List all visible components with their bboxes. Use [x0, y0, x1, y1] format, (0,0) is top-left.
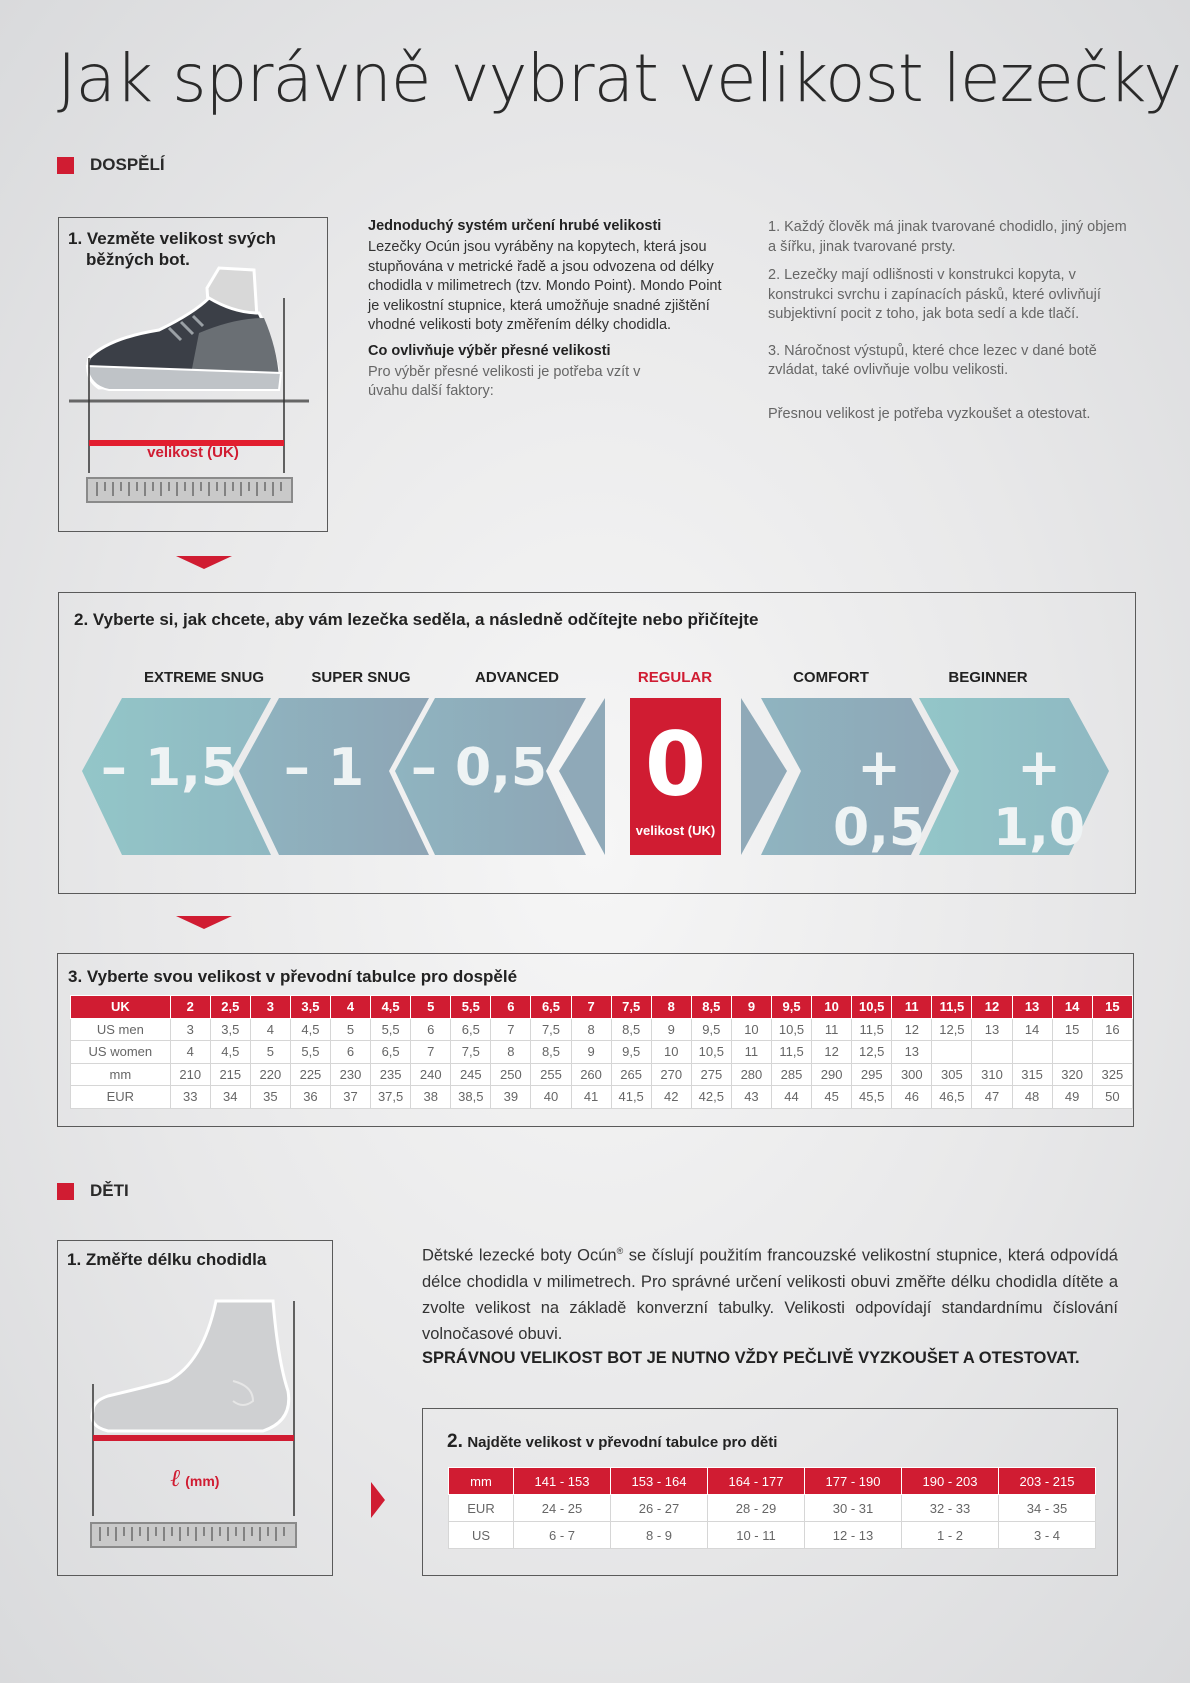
fit-value-comfort: + 0,5	[832, 738, 926, 858]
table-cell: 305	[932, 1063, 972, 1086]
table-cell: 10,5	[852, 996, 892, 1019]
table-cell: 8	[651, 996, 691, 1019]
adult-size-table	[70, 995, 1133, 1109]
table-cell: 9,5	[611, 1041, 651, 1064]
table-cell: 50	[1092, 1086, 1132, 1109]
table-cell: 275	[691, 1063, 731, 1086]
table-cell: 32 - 33	[902, 1495, 999, 1522]
factor-conclusion: Přesnou velikost je potřeba vyzkoušet a otestovat.	[768, 405, 1091, 422]
table-cell	[972, 1041, 1012, 1064]
kids-warning: SPRÁVNOU VELIKOST BOT JE NUTNO VŽDY PEČLIVĚ VYZKOUŠET A OTESTOVAT.	[422, 1348, 1080, 1367]
kids-description-text	[422, 1238, 1118, 1347]
table-cell: 210	[170, 1063, 210, 1086]
table-cell: 3 - 4	[999, 1522, 1096, 1549]
table-cell: 10 - 11	[708, 1522, 805, 1549]
adult-table-row-0	[71, 996, 1133, 1019]
table-cell: 5	[330, 1018, 370, 1041]
table-cell: 37,5	[371, 1086, 411, 1109]
fit-label-beginner: BEGINNER	[948, 669, 1028, 686]
table-cell: 8	[491, 1041, 531, 1064]
table-cell: 7,5	[451, 1041, 491, 1064]
step2-title: 2. Vyberte si, jak chcete, aby vám lezečka seděla, a následně odčítejte nebo přičítejte	[74, 610, 759, 629]
table-cell: 11,5	[852, 1018, 892, 1041]
table-cell: 310	[972, 1063, 1012, 1086]
table-cell: 7	[411, 1041, 451, 1064]
kids-step2-table-box	[422, 1408, 1118, 1576]
table-cell: 40	[531, 1086, 571, 1109]
table-cell: 6 - 7	[514, 1522, 611, 1549]
row-label: UK	[71, 996, 171, 1019]
table-cell: 38,5	[451, 1086, 491, 1109]
table-cell: 250	[491, 1063, 531, 1086]
table-cell: 45	[812, 1086, 852, 1109]
table-cell: 240	[411, 1063, 451, 1086]
table-cell: 7,5	[611, 996, 651, 1019]
table-cell: 11	[812, 1018, 852, 1041]
table-cell: 5,5	[371, 1018, 411, 1041]
table-cell: 10	[812, 996, 852, 1019]
table-cell: 190 - 203	[902, 1468, 999, 1495]
table-cell: 11,5	[771, 1041, 811, 1064]
table-cell: 1 - 2	[902, 1522, 999, 1549]
table-cell: 7	[571, 996, 611, 1019]
kids-step2-number: 2.	[447, 1431, 463, 1452]
table-cell: 16	[1092, 1018, 1132, 1041]
row-label: US women	[71, 1041, 171, 1064]
kids-step1-measure-box	[57, 1240, 333, 1576]
table-cell: 260	[571, 1063, 611, 1086]
row-label: US men	[71, 1018, 171, 1041]
section-heading-adults	[57, 155, 165, 175]
table-cell: 215	[210, 1063, 250, 1086]
table-cell: 46,5	[932, 1086, 972, 1109]
table-cell: 4,5	[210, 1041, 250, 1064]
kids-step2-title-text: Najděte velikost v převodní tabulce pro děti	[467, 1434, 778, 1451]
fit-value-beginner: + 1,0	[992, 738, 1086, 858]
climbing-shoe-icon	[69, 258, 319, 528]
kids-table-row-0	[449, 1468, 1096, 1495]
table-cell: 45,5	[852, 1086, 892, 1109]
factors-column	[768, 218, 1138, 424]
step2-fit-box	[58, 592, 1136, 894]
info-paragraph-factors-intro: Pro výběr přesné velikosti je potřeba vzít v úvahu další faktory:	[368, 363, 641, 399]
table-cell: 203 - 215	[999, 1468, 1096, 1495]
section-heading-label: DOSPĚLÍ	[90, 155, 165, 174]
info-heading-rough-size: Jednoduchý systém určení hrubé velikosti	[368, 218, 662, 234]
table-cell: 3,5	[290, 996, 330, 1019]
adult-table-row-3	[71, 1063, 1133, 1086]
table-cell	[1092, 1041, 1132, 1064]
fit-value-regular: 0	[644, 713, 707, 816]
table-cell: 177 - 190	[805, 1468, 902, 1495]
info-column	[368, 218, 733, 402]
table-cell: 164 - 177	[708, 1468, 805, 1495]
step1-title-line2: běžných bot.	[86, 250, 190, 269]
table-cell: 8 - 9	[611, 1522, 708, 1549]
table-cell: 34	[210, 1086, 250, 1109]
table-cell: 225	[290, 1063, 330, 1086]
table-cell: 4	[330, 996, 370, 1019]
table-cell: 320	[1052, 1063, 1092, 1086]
table-cell	[932, 1041, 972, 1064]
table-cell: 245	[451, 1063, 491, 1086]
table-cell: 12	[892, 1018, 932, 1041]
table-cell: 43	[731, 1086, 771, 1109]
table-cell: 4	[170, 1041, 210, 1064]
table-cell: 24 - 25	[514, 1495, 611, 1522]
info-paragraph-mondo-point: Lezečky Ocún jsou vyráběny na kopytech, která jsou stupňována v metrické řadě a jsou odvozena od délky chodidla v milimetrech (tzv. Mondo Point). Mondo Point je velikostní stupnice, která umožňuje snadné zjištění vhodné velikosti boty změřením délky chodidla.	[368, 239, 722, 333]
table-cell: 10,5	[771, 1018, 811, 1041]
table-cell: 8,5	[691, 996, 731, 1019]
table-cell: 39	[491, 1086, 531, 1109]
table-cell: 265	[611, 1063, 651, 1086]
table-cell: 153 - 164	[611, 1468, 708, 1495]
adult-table-row-2	[71, 1041, 1133, 1064]
table-cell: 6,5	[371, 1041, 411, 1064]
info-heading-exact-size: Co ovlivňuje výběr přesné velikosti	[368, 342, 611, 359]
table-cell: 285	[771, 1063, 811, 1086]
table-cell: 9,5	[771, 996, 811, 1019]
foot-length-label	[58, 1463, 332, 1493]
table-cell: 35	[250, 1086, 290, 1109]
table-cell: 49	[1052, 1086, 1092, 1109]
fit-label-super-snug: SUPER SNUG	[311, 669, 411, 686]
table-cell: 2,5	[210, 996, 250, 1019]
table-cell: 8,5	[531, 1041, 571, 1064]
table-cell: 5,5	[451, 996, 491, 1019]
table-cell: 8,5	[611, 1018, 651, 1041]
table-cell: 34 - 35	[999, 1495, 1096, 1522]
table-cell: 3	[170, 1018, 210, 1041]
factor-3: 3. Náročnost výstupů, které chce lezec v dané botě zvládat, také ovlivňuje volbu velikosti.	[768, 342, 1097, 378]
table-cell: 30 - 31	[805, 1495, 902, 1522]
page-title: Jak správně vybrat velikost lezečky	[57, 40, 1182, 117]
fit-label-regular: REGULAR	[637, 669, 713, 686]
fit-label-comfort: COMFORT	[793, 669, 869, 686]
table-cell: 2	[170, 996, 210, 1019]
fit-label-advanced: ADVANCED	[475, 669, 559, 686]
factor-1: 1. Každý člověk má jinak tvarované chodidlo, jiný objem a šířku, jinak tvarované prsty.	[768, 219, 1127, 255]
triangle-right-icon	[371, 1482, 385, 1518]
length-symbol: ℓ	[170, 1463, 181, 1492]
table-cell: 230	[330, 1063, 370, 1086]
row-label: US	[449, 1522, 514, 1549]
table-cell: 26 - 27	[611, 1495, 708, 1522]
table-cell: 11	[892, 996, 932, 1019]
table-cell: 220	[250, 1063, 290, 1086]
table-cell: 36	[290, 1086, 330, 1109]
table-cell: 15	[1092, 996, 1132, 1019]
table-cell: 38	[411, 1086, 451, 1109]
table-cell: 290	[812, 1063, 852, 1086]
table-cell: 315	[1012, 1063, 1052, 1086]
table-cell: 4,5	[290, 1018, 330, 1041]
table-cell: 11	[731, 1041, 771, 1064]
table-cell: 12,5	[852, 1041, 892, 1064]
kids-size-table	[448, 1467, 1096, 1549]
registered-mark: ®	[616, 1246, 624, 1256]
table-cell: 7	[491, 1018, 531, 1041]
table-cell: 42,5	[691, 1086, 731, 1109]
table-cell: 325	[1092, 1063, 1132, 1086]
table-cell: 270	[651, 1063, 691, 1086]
table-cell: 3,5	[210, 1018, 250, 1041]
table-cell: 6	[411, 1018, 451, 1041]
kids-description	[422, 1238, 1118, 1368]
chevron-down-icon	[176, 916, 232, 929]
table-cell: 41,5	[611, 1086, 651, 1109]
table-cell: 10,5	[691, 1041, 731, 1064]
table-cell: 7,5	[531, 1018, 571, 1041]
row-label: EUR	[449, 1495, 514, 1522]
step1-measure-box	[58, 217, 328, 532]
table-cell: 4	[250, 1018, 290, 1041]
table-cell: 28 - 29	[708, 1495, 805, 1522]
table-cell: 235	[371, 1063, 411, 1086]
table-cell: 47	[972, 1086, 1012, 1109]
table-cell: 280	[731, 1063, 771, 1086]
fit-value-advanced: – 0,5	[410, 738, 548, 798]
table-cell: 37	[330, 1086, 370, 1109]
table-cell: 4,5	[371, 996, 411, 1019]
section-marker	[57, 157, 74, 174]
table-cell: 12 - 13	[805, 1522, 902, 1549]
table-cell: 9	[571, 1041, 611, 1064]
row-label: mm	[71, 1063, 171, 1086]
table-cell: 15	[1052, 1018, 1092, 1041]
section-heading-kids	[57, 1181, 129, 1201]
table-cell: 48	[1012, 1086, 1052, 1109]
chevron-down-icon	[176, 556, 232, 569]
table-cell: 300	[892, 1063, 932, 1086]
table-cell: 9	[651, 1018, 691, 1041]
table-cell: 33	[170, 1086, 210, 1109]
table-cell: 9	[731, 996, 771, 1019]
step1-title-line1: 1. Vezměte velikost svých	[68, 229, 276, 248]
table-cell	[1052, 1041, 1092, 1064]
table-cell: 46	[892, 1086, 932, 1109]
fit-value-extreme-snug: – 1,5	[100, 738, 238, 798]
table-cell: 9,5	[691, 1018, 731, 1041]
table-cell: 5	[411, 996, 451, 1019]
shoe-size-label: velikost (UK)	[147, 444, 239, 461]
table-cell: 13	[892, 1041, 932, 1064]
kids-text-part1: Dětské lezecké boty Ocún	[422, 1246, 617, 1265]
fit-label-extreme-snug: EXTREME SNUG	[143, 669, 264, 686]
table-cell: 141 - 153	[514, 1468, 611, 1495]
table-cell: 6,5	[531, 996, 571, 1019]
table-cell: 255	[531, 1063, 571, 1086]
table-cell: 295	[852, 1063, 892, 1086]
step3-title: 3. Vyberte svou velikost v převodní tabulce pro dospělé	[68, 967, 518, 986]
kids-step1-title: 1. Změřte délku chodidla	[67, 1250, 267, 1269]
table-cell: 5,5	[290, 1041, 330, 1064]
section-heading-label: DĚTI	[90, 1181, 129, 1200]
fit-regular-caption: velikost (UK)	[635, 823, 716, 838]
adult-table-row-4	[71, 1086, 1133, 1109]
table-cell: 44	[771, 1086, 811, 1109]
table-cell: 12	[812, 1041, 852, 1064]
kids-table-row-1	[449, 1495, 1096, 1522]
table-cell: 42	[651, 1086, 691, 1109]
row-label: EUR	[71, 1086, 171, 1109]
table-cell: 12,5	[932, 1018, 972, 1041]
section-marker	[57, 1183, 74, 1200]
table-cell: 6	[330, 1041, 370, 1064]
table-cell	[1012, 1041, 1052, 1064]
fit-value-super-snug: – 1	[283, 738, 365, 798]
kids-text-part2: se číslují použitím francouzské velikostní stupnice, která odpovídá délce chodidla v milimetrech. Pro správné určení velikosti obuvi změřte délku chodidla dítěte a zvolte velikost na základě konverzní tabulky. Velikosti odpovídají standardnímu číslování volnočasové obuvi.	[422, 1246, 1118, 1343]
table-cell: 14	[1052, 996, 1092, 1019]
table-cell: 3	[250, 996, 290, 1019]
table-cell: 12	[972, 996, 1012, 1019]
length-unit: (mm)	[185, 1473, 220, 1489]
table-cell: 11,5	[932, 996, 972, 1019]
table-cell: 5	[250, 1041, 290, 1064]
table-cell: 8	[571, 1018, 611, 1041]
table-cell: 10	[731, 1018, 771, 1041]
table-cell: 6	[491, 996, 531, 1019]
factor-2: 2. Lezečky mají odlišnosti v konstrukci kopyta, v konstrukci svrchu i zapínacích pásků, které ovlivňují subjektivní pocit z toho, jak bota sedí a kde tlačí.	[768, 267, 1101, 322]
table-cell: 6,5	[451, 1018, 491, 1041]
adult-table-row-1	[71, 1018, 1133, 1041]
kids-table-row-2	[449, 1522, 1096, 1549]
kids-step2-title	[447, 1431, 777, 1453]
table-cell: 13	[972, 1018, 1012, 1041]
table-cell: 10	[651, 1041, 691, 1064]
table-cell: 14	[1012, 1018, 1052, 1041]
step3-table-box	[57, 953, 1134, 1127]
table-cell: 13	[1012, 996, 1052, 1019]
table-cell: 41	[571, 1086, 611, 1109]
foot-icon	[68, 1291, 324, 1571]
row-label: mm	[449, 1468, 514, 1495]
